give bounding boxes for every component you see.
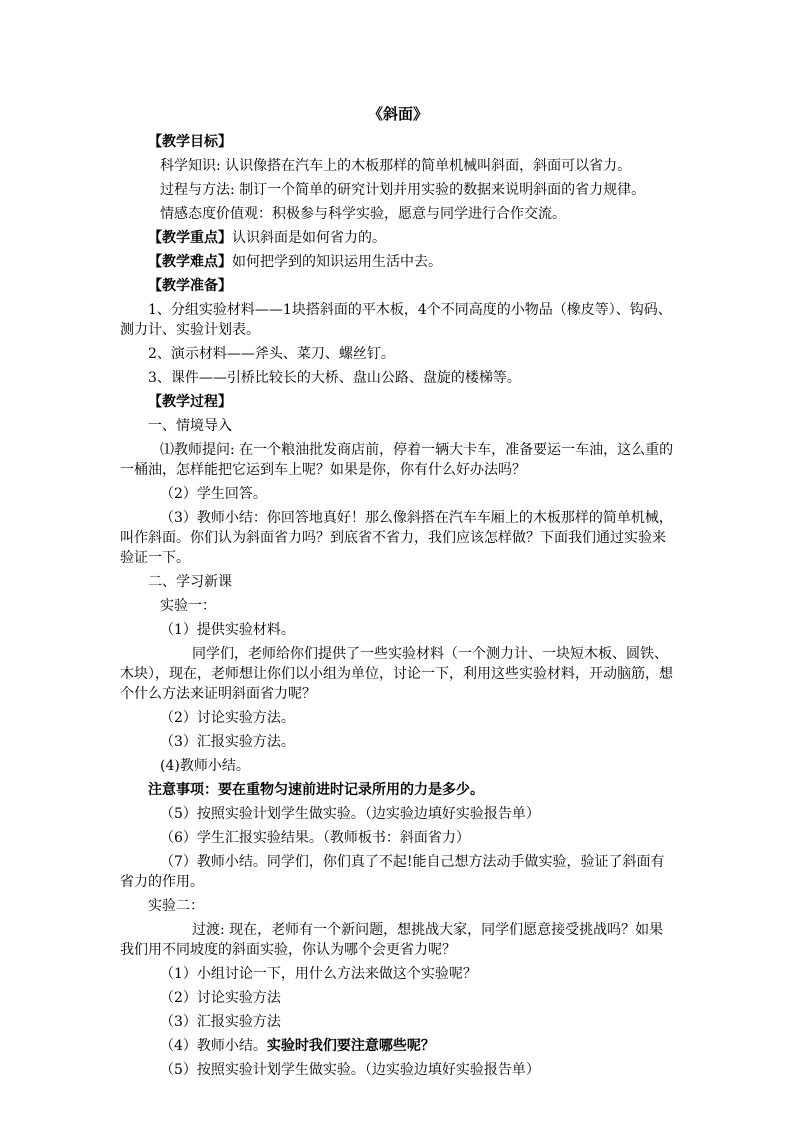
document-title: 《斜面》 <box>367 105 428 123</box>
process-heading: 【教学过程】 <box>148 394 232 410</box>
exp1-step-2: （2）讨论实验方法。 <box>160 710 295 726</box>
exp2-step-4 <box>120 1036 676 1056</box>
objective-knowledge: 科学知识: 认识像搭在汽车上的木板那样的简单机械叫斜面，斜面可以省力。 <box>160 158 632 174</box>
difficulty-text: 如何把学到的知识运用生活中去。 <box>232 254 442 270</box>
exp1-note: 注意事项：要在重物匀速前进时记录所用的力是多少。 <box>148 782 484 798</box>
section2-title: 二、学习新课 <box>148 574 232 590</box>
exp2-step-1: （1）小组讨论一下，用什么方法来做这个实验呢？ <box>160 966 477 982</box>
exp2-step-5: （5）按照实验计划学生做实验。（边实验边填好实验报告单） <box>160 1062 540 1078</box>
exp1-step-1: （1）提供实验材料。 <box>160 622 295 638</box>
lesson-document <box>120 104 676 1084</box>
objective-method: 过程与方法: 制订一个简单的研究计划并用实验的数据来说明斜面的省力规律。 <box>160 182 646 198</box>
exp2-title: 实验二： <box>148 898 204 914</box>
objectives-heading: 【教学目标】 <box>148 134 232 150</box>
section1-item-3: （3）教师小结：你回答地真好！那么像斜搭在汽车车厢上的木板那样的简单机械，叫作斜面。你们认为斜面省力吗？到底省不省力，我们应该怎样做？下面我们通过实验来验证一下。 <box>120 510 673 566</box>
difficulty-heading: 【教学难点】 <box>148 254 232 270</box>
key-point <box>120 228 676 248</box>
preparation-heading: 【教学准备】 <box>148 278 232 294</box>
exp1-paragraph: 同学们，老师给你们提供了一些实验材料（一个测力计、一块短木板、圆铁、木块），现在，老师想让你们以小组为单位，讨论一下，利用这些实验材料，开动脑筋，想个什么方法来证明斜面省力呢？ <box>120 646 673 702</box>
section1-item-1: ⑴教师提问: 在一个粮油批发商店前，停着一辆大卡车，准备要运一车油，这么重的一桶油，怎样能把它运到车上呢？如果是你，你有什么好办法吗？ <box>120 442 674 478</box>
preparation-item-2: 2、演示材料——斧头、菜刀、螺丝钉。 <box>148 346 395 362</box>
section1-item-2: （2）学生回答。 <box>160 486 267 502</box>
exp2-step-4-bold: 实验时我们要注意哪些呢？ <box>266 1038 435 1054</box>
difficulty <box>120 252 676 272</box>
exp1-step-4: (4)教师小结。 <box>160 758 250 774</box>
exp1-step-3: （3）汇报实验方法。 <box>160 734 295 750</box>
preparation-item-3: 3、课件——引桥比较长的大桥、盘山公路、盘旋的楼梯等。 <box>148 370 521 386</box>
exp1-title: 实验一： <box>160 598 216 614</box>
key-point-heading: 【教学重点】 <box>148 230 232 246</box>
exp2-step-2: （2）讨论实验方法 <box>160 990 281 1006</box>
exp2-transition: 过渡: 现在，老师有一个新问题，想挑战大家，同学们愿意接受挑战吗？如果我们用不同坡度的斜面实验，你认为哪个会更省力呢？ <box>120 922 664 958</box>
exp1-step-7: （7）教师小结。同学们，你们真了不起!能自己想方法动手做实验，验证了斜面有省力的作用。 <box>120 854 665 890</box>
section1-title: 一、情境导入 <box>148 418 232 434</box>
objective-attitude: 情感态度价值观：积极参与科学实验，愿意与同学进行合作交流。 <box>160 206 566 222</box>
exp1-step-5: （5）按照实验计划学生做实验。（边实验边填好实验报告单） <box>160 806 540 822</box>
preparation-item-1: 1、分组实验材料——1块搭斜面的平木板，4个不同高度的小物品（橡皮等）、钩码、测力计、实验计划表。 <box>120 302 672 338</box>
exp2-step-3: （3）汇报实验方法 <box>160 1014 281 1030</box>
exp2-step-4-prefix: （4）教师小结。 <box>160 1038 267 1054</box>
key-point-text: 认识斜面是如何省力的。 <box>232 230 386 246</box>
exp1-step-6: （6）学生汇报实验结果。（教师板书：斜面省力） <box>160 830 470 846</box>
